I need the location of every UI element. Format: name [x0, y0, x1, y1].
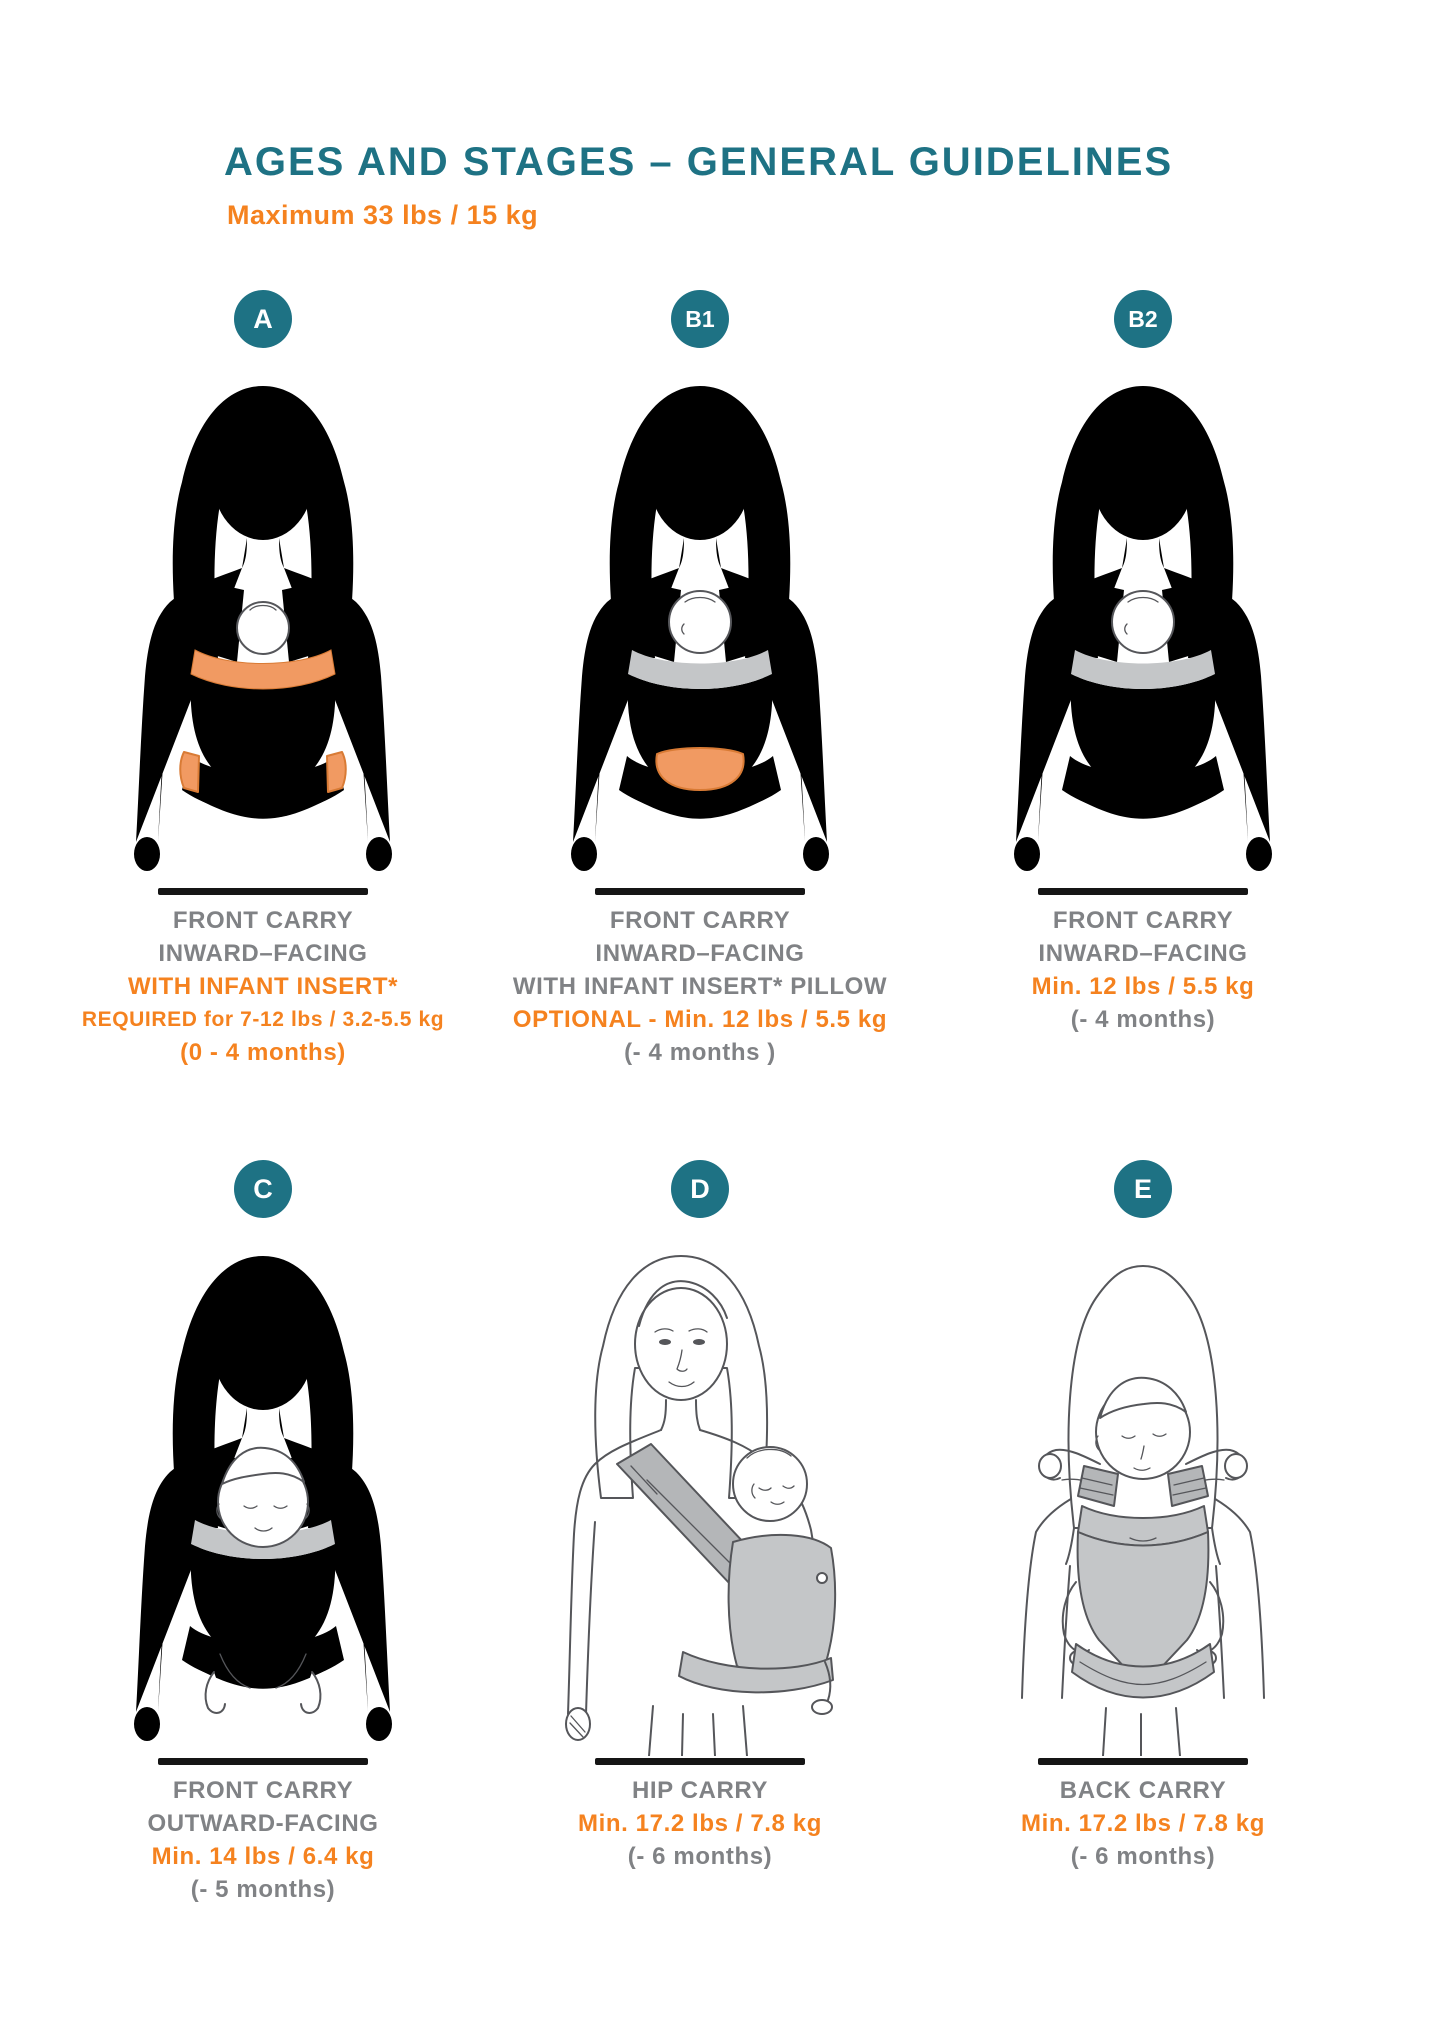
caption-line: OPTIONAL - Min. 12 lbs / 5.5 kg — [512, 1006, 888, 1033]
caption-line: Min. 17.2 lbs / 7.8 kg — [1021, 1810, 1265, 1837]
baby-head — [1112, 591, 1174, 653]
caption-line: (- 4 months ) — [624, 1039, 776, 1066]
caption-b1 — [480, 904, 920, 1069]
illustration-hip-carry — [535, 1226, 865, 1756]
ground-line — [595, 888, 805, 895]
caption-line: FRONT CARRY — [172, 907, 354, 934]
panel-button — [817, 1573, 827, 1583]
ground-line — [158, 888, 368, 895]
mother-legs — [1103, 1708, 1180, 1756]
caption-line: Min. 17.2 lbs / 7.8 kg — [578, 1810, 822, 1837]
caption-line: OUTWARD-FACING — [147, 1810, 379, 1837]
caption-e — [923, 1774, 1363, 1873]
baby-head — [237, 602, 289, 654]
insert-side-left — [180, 752, 199, 792]
caption-line: REQUIRED for 7-12 lbs / 3.2-5.5 kg — [81, 1008, 445, 1031]
illustration-front-carry-outward — [98, 1226, 428, 1756]
caption-line: Min. 12 lbs / 5.5 kg — [1031, 973, 1255, 1000]
caption-line: INWARD–FACING — [158, 940, 368, 967]
stage-e — [923, 1160, 1363, 1920]
caption-b2 — [923, 904, 1363, 1036]
stage-badge-a: A — [234, 290, 292, 348]
stage-c — [43, 1160, 483, 1920]
caption-line: (0 - 4 months) — [180, 1039, 346, 1066]
caption-a — [43, 904, 483, 1069]
baby-foot — [812, 1700, 832, 1714]
caption-c — [43, 1774, 483, 1906]
caption-line: INWARD–FACING — [1038, 940, 1248, 967]
caption-d — [480, 1774, 920, 1873]
caption-line: FRONT CARRY — [1052, 907, 1234, 934]
carrier-panel — [729, 1535, 836, 1675]
caption-line: INWARD–FACING — [595, 940, 805, 967]
max-weight-note: Maximum 33 lbs / 15 kg — [227, 200, 539, 230]
stage-a — [43, 290, 483, 1066]
caption-line: (- 6 months) — [1070, 1843, 1216, 1870]
ground-line — [158, 1758, 368, 1765]
page-title: AGES AND STAGES – GENERAL GUIDELINES — [224, 140, 1174, 184]
stage-badge-e: E — [1114, 1160, 1172, 1218]
stage-d — [480, 1160, 920, 1920]
caption-line: WITH INFANT INSERT* PILLOW — [512, 973, 888, 1000]
illustration-front-carry-inward-with-infant-insert — [98, 356, 428, 886]
caption-line: (- 6 months) — [627, 1843, 773, 1870]
stage-badge-d: D — [671, 1160, 729, 1218]
baby-head — [669, 591, 731, 653]
baby-head — [733, 1447, 807, 1521]
ground-line — [1038, 888, 1248, 895]
caption-line: Min. 14 lbs / 6.4 kg — [151, 1843, 375, 1870]
stage-badge-b1: B1 — [671, 290, 729, 348]
caption-line: FRONT CARRY — [172, 1777, 354, 1804]
illustration-front-carry-inward — [978, 356, 1308, 886]
stage-badge-b2: B2 — [1114, 290, 1172, 348]
caption-line: FRONT CARRY — [609, 907, 791, 934]
illustration-front-carry-inward-with-insert-pillow — [535, 356, 865, 886]
caption-line: (- 5 months) — [190, 1876, 336, 1903]
stage-b1 — [480, 290, 920, 1066]
ground-line — [1038, 1758, 1248, 1765]
stage-badge-c: C — [234, 1160, 292, 1218]
caption-line: BACK CARRY — [1059, 1777, 1227, 1804]
insert-pillow-orange — [656, 748, 743, 790]
ground-line — [595, 1758, 805, 1765]
illustration-back-carry — [978, 1226, 1308, 1756]
insert-side-right — [327, 752, 346, 792]
caption-line: HIP CARRY — [631, 1777, 769, 1804]
stage-b2 — [923, 290, 1363, 1050]
caption-line: WITH INFANT INSERT* — [127, 973, 399, 1000]
caption-line: (- 4 months) — [1070, 1006, 1216, 1033]
